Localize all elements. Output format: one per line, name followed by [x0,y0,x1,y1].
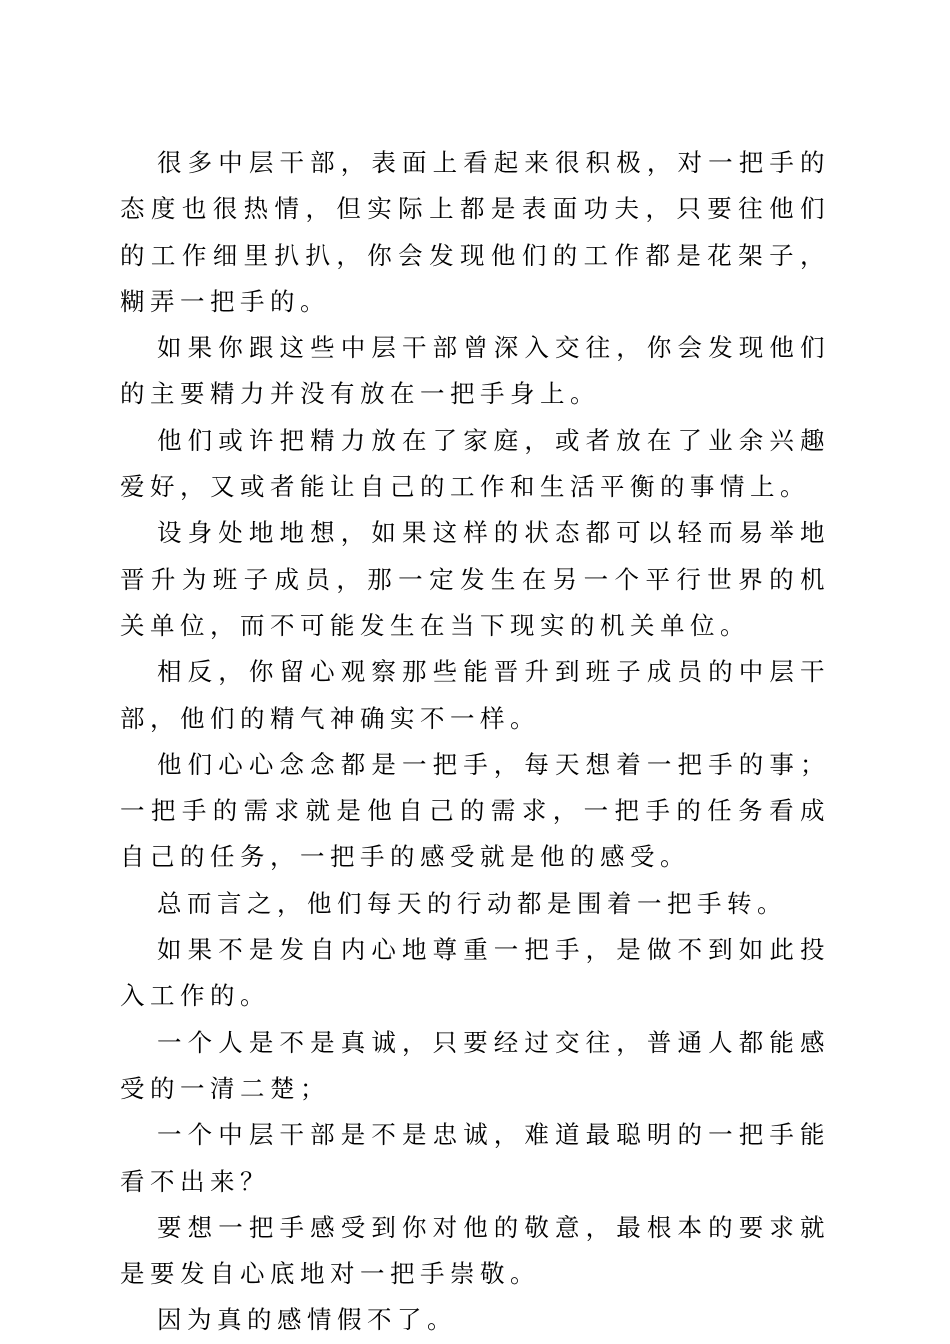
document-body [120,140,830,1344]
paragraph-11: 要想一把手感受到你对他的敬意，最根本的要求就是要发自心底地对一把手崇敬。 [120,1212,830,1289]
paragraph-12: 因为真的感情假不了。 [157,1305,457,1335]
paragraph-7: 总而言之，他们每天的行动都是围着一把手转。 [157,888,787,918]
paragraph-5: 相反，你留心观察那些能晋升到班子成员的中层干部，他们的精气神确实不一样。 [120,657,830,733]
paragraph-2: 如果你跟这些中层干部曾深入交往，你会发现他们的主要精力并没有放在一把手身上。 [120,333,830,409]
paragraph-8: 如果不是发自内心地尊重一把手，是做不到如此投入工作的。 [120,935,830,1011]
paragraph-9: 一个人是不是真诚，只要经过交往，普通人都能感受的一清二楚； [120,1027,830,1103]
paragraph-3: 他们或许把精力放在了家庭，或者放在了业余兴趣爱好，又或者能让自己的工作和生活平衡的事情上。 [120,425,830,502]
paragraph-4: 设身处地地想，如果这样的状态都可以轻而易举地晋升为班子成员，那一定发生在另一个平行世界的机关单位，而不可能发生在当下现实的机关单位。 [120,518,830,640]
paragraph-10: 一个中层干部是不是忠诚，难道最聪明的一把手能看不出来？ [120,1120,830,1196]
paragraph-6: 他们心心念念都是一把手，每天想着一把手的事；一把手的需求就是他自己的需求，一把手的任务看成自己的任务，一把手的感受就是他的感受。 [120,749,830,872]
paragraph-1: 很多中层干部，表面上看起来很积极，对一把手的态度也很热情，但实际上都是表面功夫，只要往他们的工作细里扒扒，你会发现他们的工作都是花架子，糊弄一把手的。 [120,148,830,316]
